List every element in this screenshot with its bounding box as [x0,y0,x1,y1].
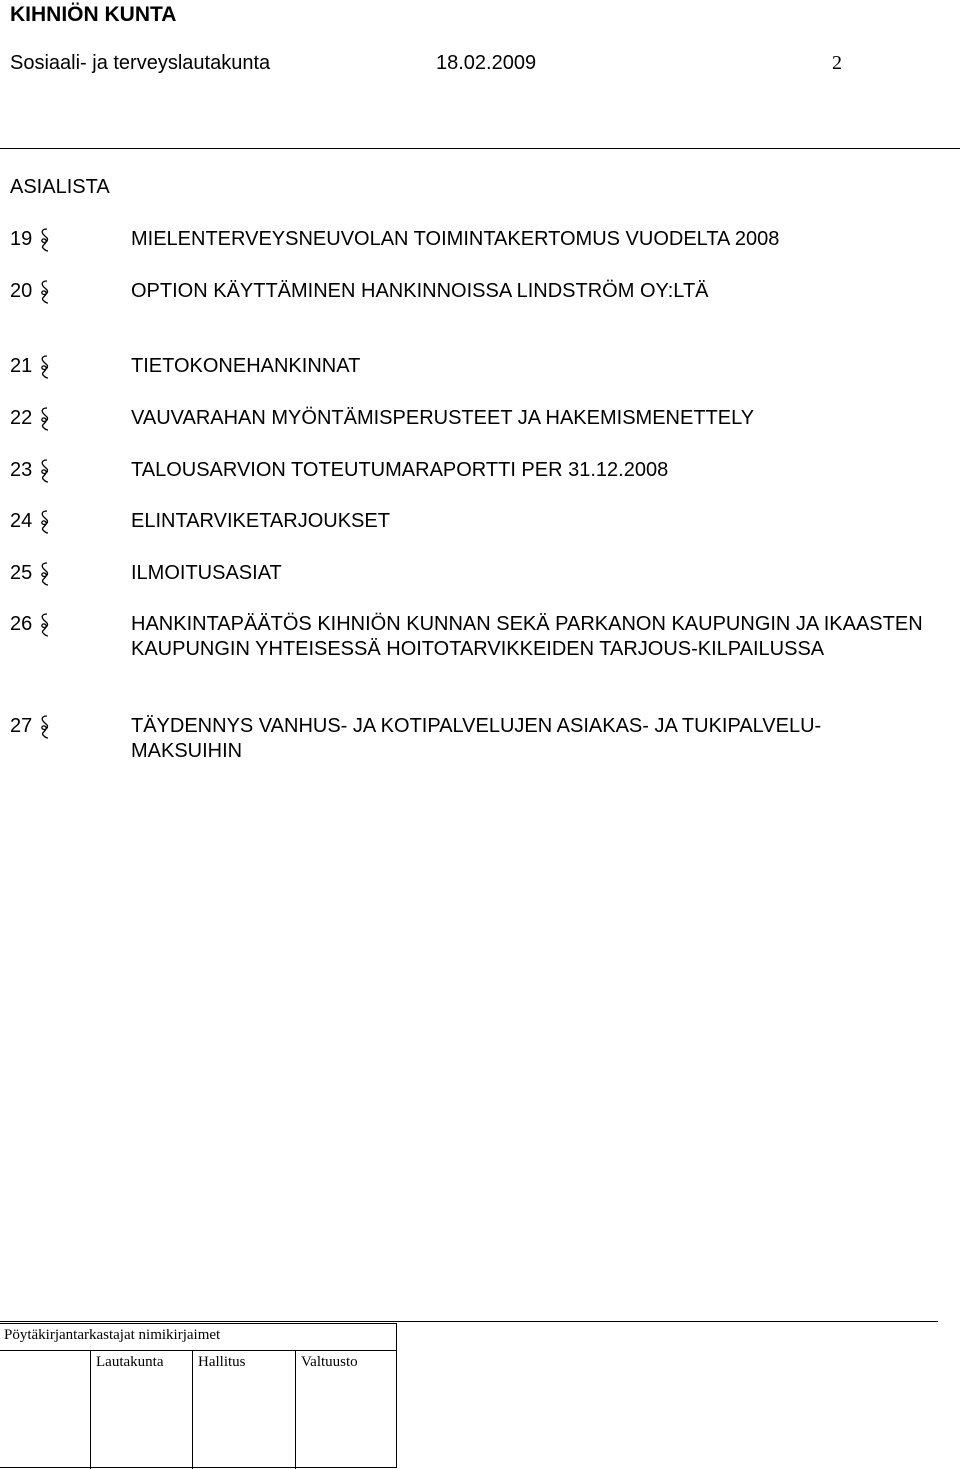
item-text: ILMOITUSASIAT [131,562,282,584]
item-number: 27 [10,715,33,737]
board-name: Sosiaali- ja terveyslautakunta [10,52,271,74]
signature-box [0,1323,397,1468]
meeting-date: 18.02.2009 [436,52,537,74]
section-sign-icon [37,280,51,304]
item-text: TIETOKONEHANKINNAT [131,355,361,377]
organization-name: KIHNIÖN KUNTA [10,3,177,26]
column-valtuusto: Valtuusto [301,1354,358,1370]
column-divider [295,1350,296,1469]
signature-divider [0,1350,397,1351]
item-text: VAUVARAHAN MYÖNTÄMISPERUSTEET JA HAKEMISMENETTELY [131,407,755,429]
section-sign-icon [37,355,51,379]
section-sign-icon [37,613,51,637]
item-number: 19 [10,228,33,250]
item-number: 22 [10,407,33,429]
item-text: OPTION KÄYTTÄMINEN HANKINNOISSA LINDSTRÖM OY:LTÄ [131,280,709,302]
column-divider [90,1350,91,1469]
section-sign-icon [37,459,51,483]
section-sign-icon [37,510,51,534]
item-number: 20 [10,280,33,302]
item-number: 23 [10,459,33,481]
item-text: TÄYDENNYS VANHUS- JA KOTIPALVELUJEN ASIAKAS- JA TUKIPALVELU-MAKSUIHIN [131,715,822,762]
header-rule [0,148,960,149]
section-sign-icon [37,715,51,739]
signatures-label: Pöytäkirjantarkastajat nimikirjaimet [4,1327,221,1343]
item-text: HANKINTAPÄÄTÖS KIHNIÖN KUNNAN SEKÄ PARKANON KAUPUNGIN JA IKAASTEN KAUPUNGIN YHTEISESSÄ HOITOTARVIKKEIDEN TARJOUS-KILPAILUSSA [131,613,923,660]
item-number: 21 [10,355,33,377]
item-number: 25 [10,562,33,584]
item-text: TALOUSARVION TOTEUTUMARAPORTTI PER 31.12.2008 [131,459,669,481]
agenda-title: ASIALISTA [10,176,110,198]
signature-footer [0,1321,960,1470]
item-number: 24 [10,510,33,532]
column-hallitus: Hallitus [198,1354,246,1370]
section-sign-icon [37,228,51,252]
column-divider [192,1350,193,1469]
page-number: 2 [832,52,842,74]
footer-rule [0,1321,938,1322]
column-lautakunta: Lautakunta [96,1354,164,1370]
item-number: 26 [10,613,33,635]
item-text: MIELENTERVEYSNEUVOLAN TOIMINTAKERTOMUS VUODELTA 2008 [131,228,780,250]
section-sign-icon [37,562,51,586]
item-text: ELINTARVIKETARJOUKSET [131,510,390,532]
section-sign-icon [37,407,51,431]
